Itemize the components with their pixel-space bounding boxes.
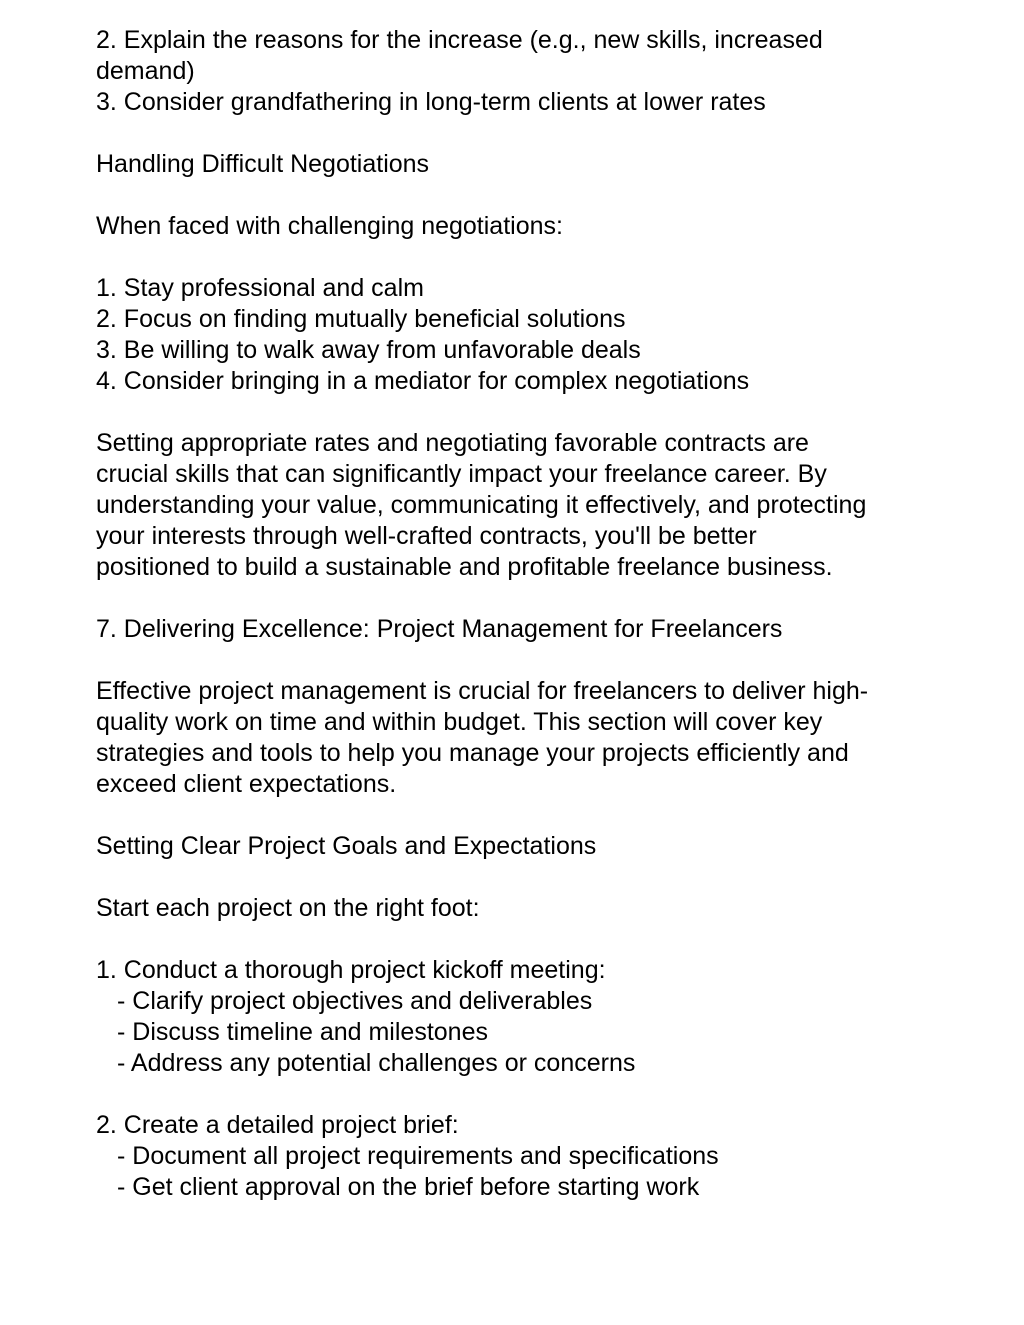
- pricing-step-2-line-2: demand): [96, 57, 195, 85]
- spacer: [96, 180, 946, 211]
- negotiations-item: 4. Consider bringing in a mediator for complex negotiations: [96, 367, 750, 395]
- chapter-title: 7. Delivering Excellence: Project Management for Freelancers: [96, 615, 783, 643]
- spacer: [96, 1079, 946, 1110]
- document-page: [96, 25, 946, 1203]
- goals-step-1-bullet: - Discuss timeline and milestones: [117, 1018, 488, 1046]
- conclusion-line: positioned to build a sustainable and profitable freelance business.: [96, 553, 833, 581]
- spacer: [96, 118, 946, 149]
- goals-step-2-title: 2. Create a detailed project brief:: [96, 1111, 459, 1139]
- chapter-intro-line: quality work on time and within budget. This section will cover key: [96, 708, 823, 736]
- chapter-intro-line: Effective project management is crucial for freelancers to deliver high-: [96, 677, 869, 705]
- spacer: [96, 583, 946, 614]
- goals-step-1-title: 1. Conduct a thorough project kickoff meeting:: [96, 956, 606, 984]
- spacer: [96, 645, 946, 676]
- conclusion-line: crucial skills that can significantly impact your freelance career. By: [96, 460, 827, 488]
- conclusion-line: your interests through well-crafted contracts, you'll be better: [96, 522, 757, 550]
- goals-step-1-bullet: - Address any potential challenges or concerns: [117, 1049, 636, 1077]
- goals-step-1-bullet: - Clarify project objectives and deliverables: [117, 987, 593, 1015]
- spacer: [96, 924, 946, 955]
- negotiations-heading: Handling Difficult Negotiations: [96, 150, 430, 178]
- spacer: [96, 242, 946, 273]
- conclusion-line: Setting appropriate rates and negotiating favorable contracts are: [96, 429, 809, 457]
- chapter-intro-line: strategies and tools to help you manage your projects efficiently and: [96, 739, 849, 767]
- negotiations-intro: When faced with challenging negotiations:: [96, 212, 563, 240]
- goals-step-2-bullet: - Get client approval on the brief before starting work: [117, 1173, 700, 1201]
- spacer: [96, 800, 946, 831]
- chapter-intro-line: exceed client expectations.: [96, 770, 397, 798]
- spacer: [96, 862, 946, 893]
- negotiations-item: 3. Be willing to walk away from unfavorable deals: [96, 336, 641, 364]
- conclusion-line: understanding your value, communicating it effectively, and protecting: [96, 491, 867, 519]
- pricing-step-2-line-1: 2. Explain the reasons for the increase (e.g., new skills, increased: [96, 26, 823, 54]
- pricing-step-3: 3. Consider grandfathering in long-term clients at lower rates: [96, 88, 766, 116]
- goals-heading: Setting Clear Project Goals and Expectations: [96, 832, 597, 860]
- spacer: [96, 397, 946, 428]
- negotiations-item: 2. Focus on finding mutually beneficial solutions: [96, 305, 626, 333]
- goals-intro: Start each project on the right foot:: [96, 894, 480, 922]
- goals-step-2-bullet: - Document all project requirements and specifications: [117, 1142, 719, 1170]
- negotiations-item: 1. Stay professional and calm: [96, 274, 424, 302]
